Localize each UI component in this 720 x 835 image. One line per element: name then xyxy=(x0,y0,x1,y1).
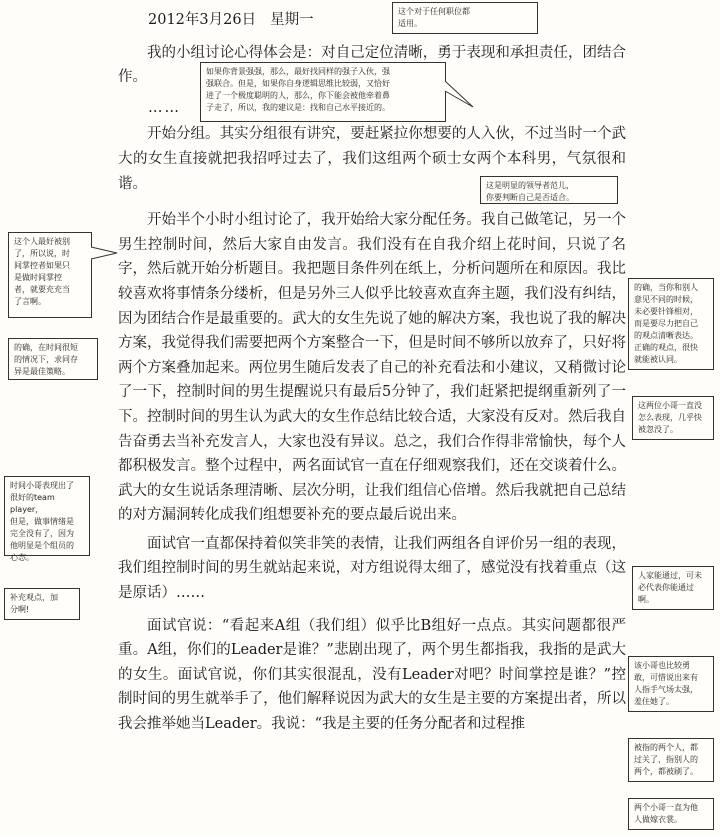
annotation-line: 人指手气场太强， xyxy=(634,685,698,694)
annotation-line: 者，就要充充当 xyxy=(14,285,70,294)
annotation-note-10 xyxy=(632,566,714,610)
date-line xyxy=(118,8,626,33)
annotation-line: 你要判断自己是否适合。 xyxy=(486,193,574,202)
paragraph-5: 面试官说：“看起来A组（我们组）似乎比B组好一点点。其实问题都很严重。A组，你们的Leader是谁？”悲剧出现了，两个男生都指我，我指的是武大的女生。面试官说，你们其实很混乱，没有Leader对吧？时间掌控是谁？”控制时间的男生就举手了，他们解释说因为武大的女生是主要的方案提出者，所以我会推举她当Leader。我说：“我是主要的任务分配者和过程推 xyxy=(118,617,626,733)
annotation-line: 异是最佳策略。 xyxy=(14,367,70,376)
annotation-line: 完全没有了，因为 xyxy=(10,529,74,538)
annotation-line: 而是要尽力把自己 xyxy=(634,319,698,328)
paragraph-1: 我的小组讨论心得体会是：对自己定位清晰，勇于表现和承担责任，团结合作。 xyxy=(118,44,626,86)
annotation-note-13 xyxy=(628,798,714,830)
annotation-note-11 xyxy=(628,656,714,712)
annotation-line: 这个对于任何职位都 xyxy=(398,7,470,16)
callout-pointer xyxy=(445,81,475,111)
ellipsis-1: …… xyxy=(148,99,181,116)
annotation-line: 羞住她了。 xyxy=(634,697,674,706)
annotation-note-9 xyxy=(4,588,80,620)
annotation-line: 强联合。但是，如果你自身逻辑思维比较弱，又恰好 xyxy=(206,79,390,88)
annotation-line: 他明显是个组员的 xyxy=(10,541,74,550)
annotation-line: 正确的观点，很快 xyxy=(634,343,698,352)
annotation-line: 被指的两个人，都 xyxy=(634,743,698,752)
annotation-line: 的确，当你和别人 xyxy=(634,283,698,292)
annotation-line: 啊。 xyxy=(638,595,654,604)
weekday-text: 星期一 xyxy=(270,12,314,28)
annotation-line: 是做时间掌控 xyxy=(14,273,62,282)
annotation-line: 两个小哥一直为他 xyxy=(634,803,698,812)
annotation-line: 了，所以说，时 xyxy=(14,249,70,258)
annotation-note-2 xyxy=(200,62,446,122)
annotation-line: 如果你背景强强，那么，最好找同样的强子入伙，强 xyxy=(206,67,390,76)
annotation-note-3 xyxy=(480,176,618,204)
annotation-line: 必代表你能通过 xyxy=(638,583,694,592)
annotation-line: 进了一个极度聪明的人，那么，你下能会被他牵着鼻 xyxy=(206,91,390,100)
paragraph-3: 开始半个小时小组讨论了，我开始给大家分配任务。我自己做笔记，另一个男生控制时间，然后大家自由发言。我们没有在自我介绍上花时间，只说了名字，然后就开始分析题目。我把题目条件列在纸上，分析问题所在和原因。我比较喜欢将事情条分缕析，但是另外三人似乎比较喜欢直奔主题，我们没有纠结，因为团结合作是最重要的。武大的女生先说了她的解决方案，我也说了我的解决方案，我觉得我们需要把两个方案整合一下，但是时间不够所以放弃了，只好将两个方案叠加起来。两位男生随后发表了自己的补充看法和小建议，又稍微讨论了一下，控制时间的男生提醒说只有最后5分钟了，我们赶紧把提纲重新列了一下。控制时间的男生认为武大的女生作总结比较合适，大家没有反对。然后我自告奋勇去当补充发言人，大家也没有异议。总之，我们合作得非常愉快，每个人都积极发言。整个过程中，两名面试官一直在仔细观察我们，还在交谈着什么。武大的女生说话条理清晰、层次分明，让我们组信心倍增。然后我就把自己总结的对方漏洞转化成我们组想要补充的要点最后说出来。 xyxy=(118,212,626,524)
annotation-line: 的情况下，求同存 xyxy=(14,355,78,364)
annotation-line: 这个人最好被别 xyxy=(14,237,70,246)
annotation-line: 但是，做事情绪是 xyxy=(10,517,74,526)
annotation-note-12 xyxy=(628,738,714,782)
paragraph-2: 开始分组。其实分组很有讲究，要赶紧拉你想要的人入伙，不过当时一个武大的女生直接就把我招呼过去了，我们这组两个硕士女两个本科男，气氛很和谐。 xyxy=(118,126,626,192)
annotation-line: 怎么表现，几乎快 xyxy=(638,413,702,422)
annotation-line: 这两位小哥一直没 xyxy=(638,401,702,410)
annotation-line: 心态。 xyxy=(10,553,34,562)
annotation-line: 就能被认同。 xyxy=(634,355,682,364)
annotation-note-8 xyxy=(4,476,90,562)
annotation-line: 的观点清晰表达。 xyxy=(634,331,698,340)
date-text: 2012年3月26日 xyxy=(148,12,257,28)
annotation-line: 时间小哥表现出了 xyxy=(10,481,74,490)
annotation-line: 适用。 xyxy=(398,19,422,28)
annotation-line: 分啊! xyxy=(10,605,30,614)
annotation-line: 人家能通过，可未 xyxy=(638,571,702,580)
annotation-line: 未必要针锋相对， xyxy=(634,307,698,316)
annotation-line: 过关了，指别人的 xyxy=(634,755,698,764)
annotation-line: 两个，都被刷了。 xyxy=(634,767,698,776)
annotation-line: 人做嫁衣裳。 xyxy=(634,815,682,824)
annotation-line: 的确，在时间很短 xyxy=(14,343,78,352)
annotation-line: 子走了，所以，我的建议是：找和自己水平接近的。 xyxy=(206,103,390,112)
annotation-note-1 xyxy=(392,2,538,34)
annotation-line: 意见不同的时候， xyxy=(634,295,698,304)
annotation-line: 被忽没了。 xyxy=(638,425,678,434)
annotation-line: 这是明显的领导者范儿， xyxy=(486,181,574,190)
annotation-line: 敢，可惜说出来有 xyxy=(634,673,698,682)
annotation-line: 了言啊。 xyxy=(14,297,46,306)
annotation-line: 很好的team player， xyxy=(10,493,55,514)
annotation-note-7 xyxy=(632,396,714,440)
annotation-note-5 xyxy=(8,338,98,380)
annotation-note-4 xyxy=(8,232,92,318)
annotation-line: 间掌控者如果只 xyxy=(14,261,70,270)
annotation-line: 该小哥也比较勇 xyxy=(634,661,690,670)
annotation-line: 补充观点，加 xyxy=(10,593,58,602)
annotation-note-6 xyxy=(628,278,714,370)
callout-pointer xyxy=(91,247,121,267)
paragraph-4: 面试官一直都保持着似笑非笑的表情，让我们两组各自评价另一组的表现，我们组控制时间的男生就站起来说，对方组说得太细了，感觉没有找着重点（这是原话）…… xyxy=(118,535,626,602)
